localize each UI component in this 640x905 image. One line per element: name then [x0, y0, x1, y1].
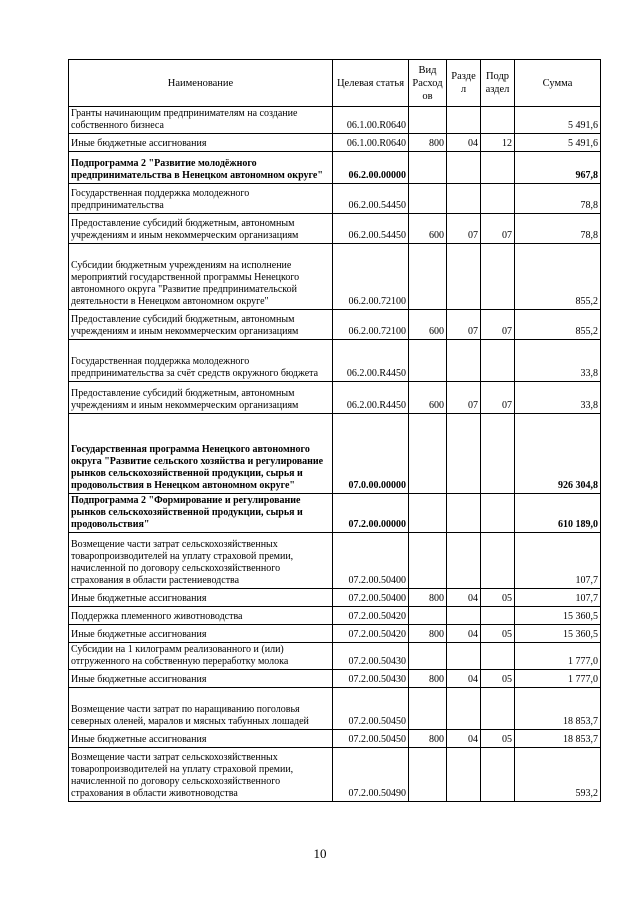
row-target-article: 07.2.00.50400 [333, 589, 409, 607]
row-expense-type: 800 [409, 730, 447, 748]
table-row [69, 244, 601, 310]
table-row [69, 625, 601, 643]
row-expense-type [409, 340, 447, 382]
row-target-article: 06.2.00.R4450 [333, 340, 409, 382]
row-subsection [481, 152, 515, 184]
row-expense-type [409, 607, 447, 625]
row-subsection [481, 414, 515, 494]
row-expense-type [409, 688, 447, 730]
row-target-article: 07.2.00.00000 [333, 494, 409, 533]
row-sum: 1 777,0 [515, 670, 601, 688]
table-header-row [69, 60, 601, 107]
row-subsection [481, 244, 515, 310]
row-target-article: 06.2.00.72100 [333, 244, 409, 310]
row-name: Субсидии на 1 килограмм реализованного и (или) отгруженного на собственную переработку молока [69, 643, 333, 670]
row-section [447, 533, 481, 589]
header-target-article: Целевая статья [333, 60, 409, 107]
header-expense-type: Вид Расход ов [409, 60, 447, 107]
table-row [69, 414, 601, 494]
row-target-article: 06.2.00.54450 [333, 214, 409, 244]
row-target-article: 07.2.00.50420 [333, 607, 409, 625]
row-section: 04 [447, 670, 481, 688]
row-name: Предоставление субсидий бюджетным, автономным учреждениям и иным некоммерческим организациям [69, 382, 333, 414]
row-subsection: 12 [481, 134, 515, 152]
row-name: Подпрограмма 2 "Формирование и регулирование рынков сельскохозяйственной продукции, сырья и продовольствия" [69, 494, 333, 533]
row-expense-type [409, 748, 447, 802]
header-section: Разде л [447, 60, 481, 107]
row-name: Государственная программа Ненецкого автономного округа "Развитие сельского хозяйства и регулирование рынков сельскохозяйственной продукции, сырья и продовольствия в Ненецком автономном округе" [69, 414, 333, 494]
table-row [69, 607, 601, 625]
row-subsection: 05 [481, 670, 515, 688]
row-sum: 107,7 [515, 589, 601, 607]
header-name: Наименование [69, 60, 333, 107]
row-subsection [481, 184, 515, 214]
row-name: Возмещение части затрат сельскохозяйственных товаропроизводителей на уплату страховой премии, начисленной по договору сельскохозяйственного страхования в области животноводства [69, 748, 333, 802]
row-name: Иные бюджетные ассигнования [69, 625, 333, 643]
row-target-article: 06.2.00.R4450 [333, 382, 409, 414]
row-expense-type: 800 [409, 670, 447, 688]
row-subsection [481, 688, 515, 730]
row-sum: 18 853,7 [515, 730, 601, 748]
row-subsection: 07 [481, 382, 515, 414]
row-sum: 855,2 [515, 244, 601, 310]
row-target-article: 07.2.00.50490 [333, 748, 409, 802]
table-body [69, 107, 601, 802]
row-subsection: 05 [481, 589, 515, 607]
row-expense-type: 800 [409, 625, 447, 643]
row-name: Гранты начинающим предпринимателям на создание собственного бизнеса [69, 107, 333, 134]
table-row [69, 688, 601, 730]
row-expense-type [409, 494, 447, 533]
row-sum: 967,8 [515, 152, 601, 184]
row-sum: 78,8 [515, 184, 601, 214]
row-section [447, 340, 481, 382]
row-target-article: 06.2.00.54450 [333, 184, 409, 214]
table-row [69, 494, 601, 533]
row-sum: 15 360,5 [515, 607, 601, 625]
row-target-article: 07.2.00.50430 [333, 670, 409, 688]
row-sum: 107,7 [515, 533, 601, 589]
row-sum: 33,8 [515, 382, 601, 414]
row-subsection [481, 643, 515, 670]
header-subsection: Подр аздел [481, 60, 515, 107]
row-expense-type [409, 107, 447, 134]
row-target-article: 06.2.00.72100 [333, 310, 409, 340]
row-target-article: 07.2.00.50450 [333, 730, 409, 748]
row-section [447, 152, 481, 184]
table-row [69, 214, 601, 244]
table-row [69, 748, 601, 802]
row-sum: 610 189,0 [515, 494, 601, 533]
row-expense-type [409, 244, 447, 310]
table-row [69, 670, 601, 688]
row-subsection [481, 607, 515, 625]
row-sum: 18 853,7 [515, 688, 601, 730]
row-name: Возмещение части затрат по наращиванию поголовья северных оленей, маралов и мясных табунных лошадей [69, 688, 333, 730]
row-section [447, 184, 481, 214]
row-name: Возмещение части затрат сельскохозяйственных товаропроизводителей на уплату страховой премии, начисленной по договору сельскохозяйственного страхования в области растениеводства [69, 533, 333, 589]
row-name: Предоставление субсидий бюджетным, автономным учреждениям и иным некоммерческим организациям [69, 214, 333, 244]
row-target-article: 07.2.00.50420 [333, 625, 409, 643]
row-name: Иные бюджетные ассигнования [69, 670, 333, 688]
row-sum: 5 491,6 [515, 107, 601, 134]
row-section: 07 [447, 214, 481, 244]
row-name: Государственная поддержка молодежного предпринимательства за счёт средств окружного бюджета [69, 340, 333, 382]
row-section [447, 244, 481, 310]
row-subsection: 07 [481, 310, 515, 340]
row-sum: 593,2 [515, 748, 601, 802]
table-row [69, 184, 601, 214]
row-subsection: 05 [481, 625, 515, 643]
row-section [447, 414, 481, 494]
table-row [69, 643, 601, 670]
row-expense-type: 600 [409, 214, 447, 244]
table-row [69, 533, 601, 589]
row-name: Иные бюджетные ассигнования [69, 134, 333, 152]
row-section [447, 107, 481, 134]
row-section: 04 [447, 625, 481, 643]
row-subsection [481, 748, 515, 802]
row-name: Предоставление субсидий бюджетным, автономным учреждениям и иным некоммерческим организациям [69, 310, 333, 340]
row-target-article: 07.0.00.00000 [333, 414, 409, 494]
table-row [69, 107, 601, 134]
table-row [69, 589, 601, 607]
row-subsection [481, 494, 515, 533]
row-section [447, 748, 481, 802]
row-expense-type [409, 533, 447, 589]
row-expense-type: 600 [409, 382, 447, 414]
row-expense-type: 800 [409, 589, 447, 607]
row-section [447, 607, 481, 625]
table-row [69, 340, 601, 382]
row-section: 07 [447, 310, 481, 340]
table-row [69, 730, 601, 748]
row-name: Государственная поддержка молодежного предпринимательства [69, 184, 333, 214]
budget-table [68, 59, 601, 802]
row-subsection [481, 533, 515, 589]
row-name: Подпрограмма 2 "Развитие молодёжного предпринимательства в Ненецком автономном округе" [69, 152, 333, 184]
row-sum: 926 304,8 [515, 414, 601, 494]
row-section [447, 688, 481, 730]
row-sum: 1 777,0 [515, 643, 601, 670]
row-section: 04 [447, 730, 481, 748]
row-target-article: 07.2.00.50430 [333, 643, 409, 670]
page-number: 10 [313, 846, 327, 861]
row-name: Поддержка племенного животноводства [69, 607, 333, 625]
row-expense-type [409, 414, 447, 494]
header-sum: Сумма [515, 60, 601, 107]
row-name: Субсидии бюджетным учреждениям на исполнение мероприятий государственной программы Ненецкого автономного округа "Развитие предпринимательской деятельности в Ненецком автономном округе" [69, 244, 333, 310]
row-name: Иные бюджетные ассигнования [69, 589, 333, 607]
row-expense-type [409, 152, 447, 184]
row-expense-type [409, 184, 447, 214]
row-sum: 15 360,5 [515, 625, 601, 643]
table-row [69, 134, 601, 152]
row-section: 04 [447, 134, 481, 152]
row-section [447, 494, 481, 533]
row-section [447, 643, 481, 670]
row-expense-type: 800 [409, 134, 447, 152]
row-expense-type: 600 [409, 310, 447, 340]
row-section: 07 [447, 382, 481, 414]
row-sum: 855,2 [515, 310, 601, 340]
row-subsection: 05 [481, 730, 515, 748]
row-sum: 5 491,6 [515, 134, 601, 152]
row-section: 04 [447, 589, 481, 607]
row-subsection [481, 340, 515, 382]
table-row [69, 310, 601, 340]
row-sum: 78,8 [515, 214, 601, 244]
row-name: Иные бюджетные ассигнования [69, 730, 333, 748]
table-row [69, 382, 601, 414]
row-target-article: 06.1.00.R0640 [333, 134, 409, 152]
row-subsection: 07 [481, 214, 515, 244]
row-target-article: 06.2.00.00000 [333, 152, 409, 184]
row-subsection [481, 107, 515, 134]
row-target-article: 06.1.00.R0640 [333, 107, 409, 134]
row-target-article: 07.2.00.50400 [333, 533, 409, 589]
row-expense-type [409, 643, 447, 670]
row-target-article: 07.2.00.50450 [333, 688, 409, 730]
table-row [69, 152, 601, 184]
row-sum: 33,8 [515, 340, 601, 382]
